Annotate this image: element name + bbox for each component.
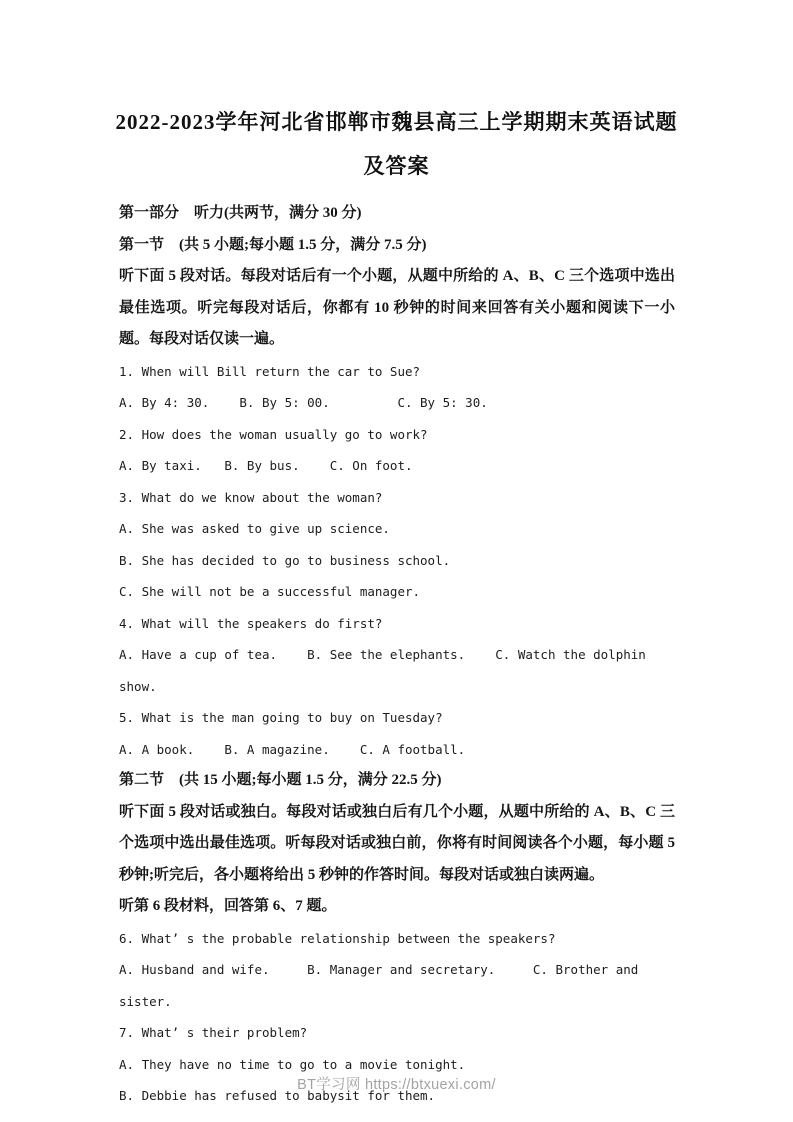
options-line: A. By taxi. B. By bus. C. On foot. [119,458,413,473]
instruction-paragraph: 听下面 5 段对话或独白。每段对话或独白后有几个小题，从题中所给的 A、B、C 三个选项中选出最佳选项。听每段对话或独白前，你将有时间阅读各个小题，每小题 5 秒钟;听完后，各小题将给出 5 秒钟的作答时间。每段对话或独白读两遍。 [119,803,675,883]
instruction-paragraph: 听下面 5 段对话。每段对话后有一个小题，从题中所给的 A、B、C 三个选项中选出最佳选项。听完每段对话后，你都有 10 秒钟的时间来回答有关小题和阅读下一小题。每段对话仅读一遍。 [119,268,675,347]
question-line: 6. What’ s the probable relationship between the speakers? [119,930,556,946]
document-title [58,100,735,188]
section-heading: 第二节 (共 15 小题;每小题 1.5 分，满分 22.5 分) [119,772,442,788]
document-title-line1: 2022-2023学年河北省邯郸市魏县高三上学期期末英语试题 [115,110,678,134]
question-line: 2. How does the woman usually go to work? [119,426,428,442]
options-line: B. She has decided to go to business school. [119,552,451,568]
options-line: A. A book. B. A magazine. C. A football. [119,741,466,757]
question-line: 5. What is the man going to buy on Tuesday? [119,710,443,725]
options-line: C. She will not be a successful manager. [119,584,421,599]
question-line: 7. What’ s their problem? [119,1025,308,1040]
question-line: 4. What will the speakers do first? [119,615,383,631]
section-heading: 听第 6 段材料，回答第 6、7 题。 [119,898,337,914]
question-line: 1. When will Bill return the car to Sue? [119,363,421,379]
options-line: A. Have a cup of tea. B. See the elephants. C. Watch the dolphin show. [119,647,654,694]
options-line: A. By 4: 30. B. By 5: 00. C. By 5: 30. [119,395,488,410]
options-line: B. Debbie has refused to babysit for them. [119,1088,436,1103]
options-line: A. They have no time to go to a movie tonight. [119,1056,466,1072]
footer-watermark: BT学习网 https://btxuexi.com/ [297,1077,496,1093]
section-heading: 第一部分 听力(共两节，满分 30 分) [119,205,362,221]
section-heading: 第一节 (共 5 小题;每小题 1.5 分，满分 7.5 分) [119,236,427,253]
options-line: A. Husband and wife. B. Manager and secretary. C. Brother and sister. [119,962,646,1009]
question-line: 3. What do we know about the woman? [119,489,383,505]
options-line: A. She was asked to give up science. [119,521,390,536]
document-body [119,198,675,1112]
document-title-line2: 及答案 [363,154,430,178]
